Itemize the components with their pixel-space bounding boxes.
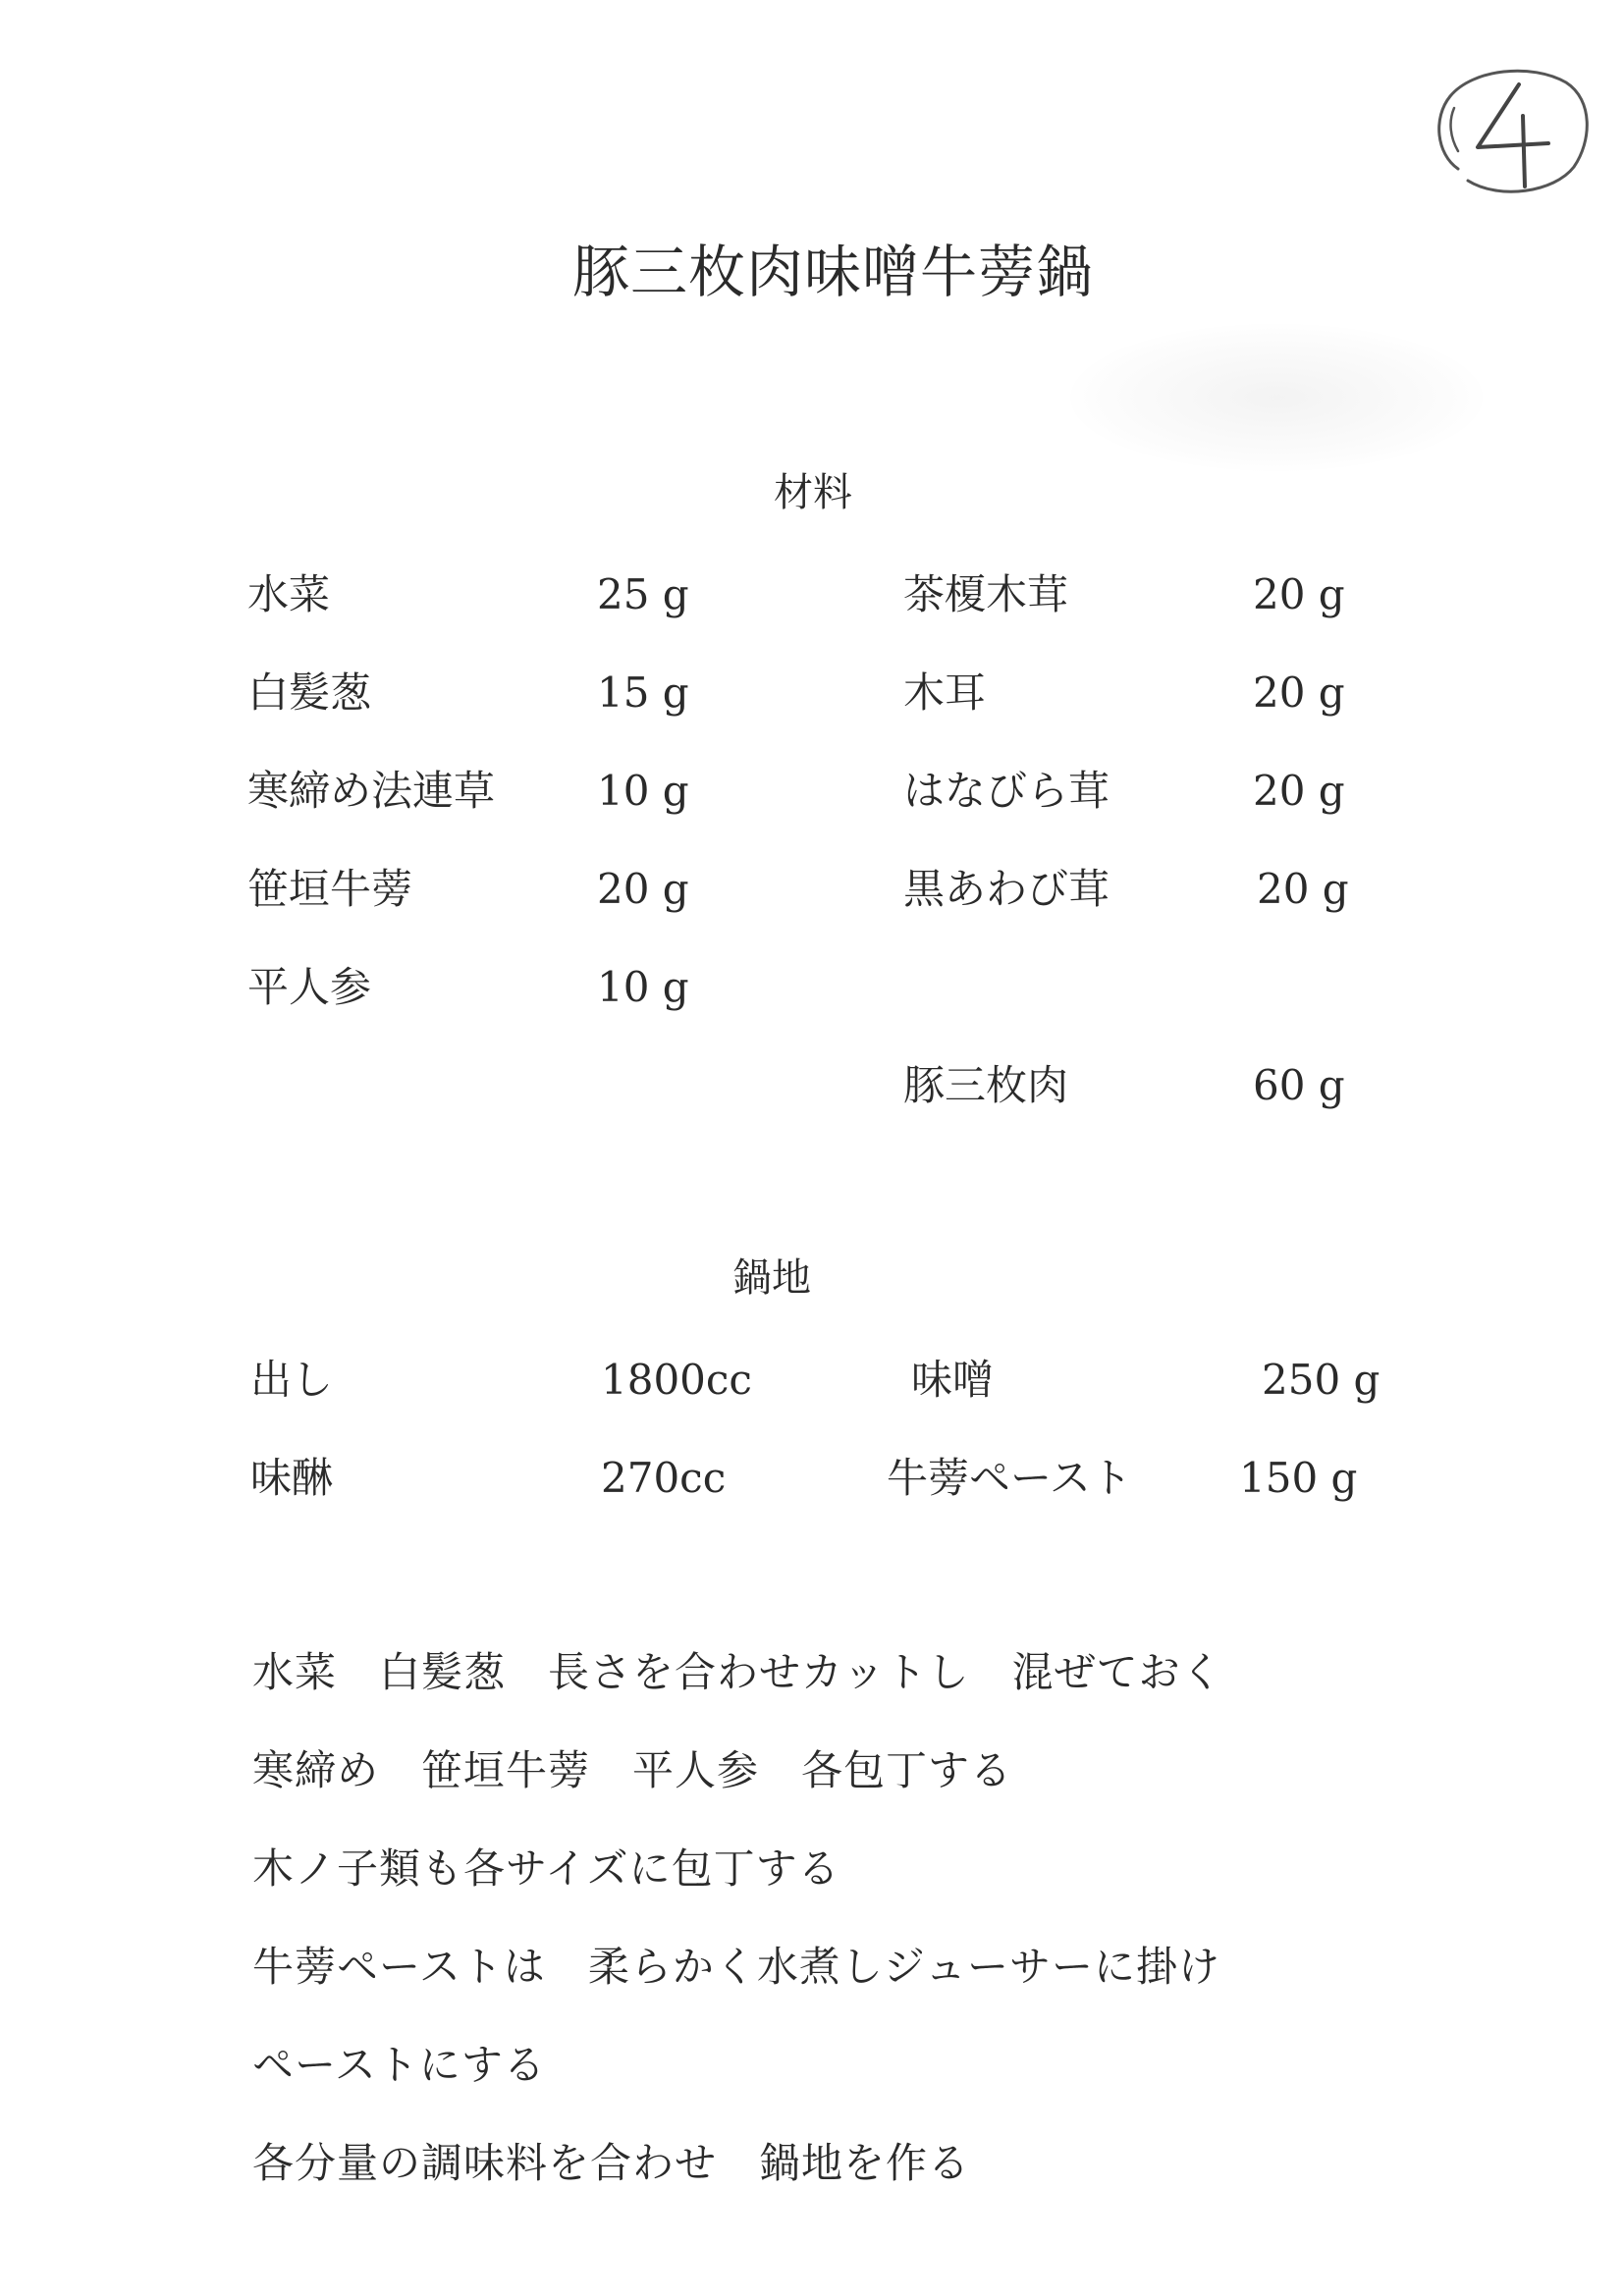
ingredient-amount: 10 g <box>597 963 689 1011</box>
broth-item-name: 牛蒡ペースト <box>887 1454 1132 1502</box>
ingredient-amount: 15 g <box>597 668 689 717</box>
ingredient-amount: 10 g <box>597 767 689 815</box>
ingredient-name: 木耳 <box>903 668 987 717</box>
ingredient-name: 平人参 <box>247 963 372 1011</box>
ingredient-name: 寒締め法連草 <box>247 767 496 815</box>
instruction-line: 牛蒡ペーストは 柔らかく水煮しジューサーに掛け <box>252 1943 1221 1991</box>
broth-item-name: 味醂 <box>250 1454 334 1502</box>
ingredient-name: 豚三枚肉 <box>903 1061 1069 1109</box>
scan-smudge <box>1070 324 1483 471</box>
ingredient-name: 茶榎木茸 <box>903 570 1069 618</box>
handwritten-page-number <box>1429 61 1594 198</box>
ingredient-name: はなびら茸 <box>903 767 1110 815</box>
instruction-line: 寒締め 笹垣牛蒡 平人参 各包丁する <box>252 1746 1013 1794</box>
ingredient-amount: 20 g <box>1253 668 1345 717</box>
ingredient-amount: 25 g <box>597 570 689 618</box>
ingredient-name: 水菜 <box>247 570 331 618</box>
broth-item-amount: 250 g <box>1262 1356 1380 1404</box>
instruction-line: ペーストにする <box>252 2041 546 2089</box>
broth-item-name: 出し <box>250 1356 334 1404</box>
ingredient-amount: 20 g <box>1253 570 1345 618</box>
ingredient-name: 白髪葱 <box>247 668 372 717</box>
broth-item-amount: 270cc <box>601 1454 727 1502</box>
broth-item-amount: 150 g <box>1239 1454 1358 1502</box>
broth-item-amount: 1800cc <box>601 1356 752 1404</box>
broth-heading: 鍋地 <box>732 1255 811 1301</box>
instruction-line: 各分量の調味料を合わせ 鍋地を作る <box>252 2139 971 2187</box>
ingredients-heading: 材料 <box>774 470 852 515</box>
ingredient-name: 黒あわび茸 <box>903 865 1110 913</box>
ingredient-amount: 20 g <box>1253 767 1345 815</box>
broth-item-name: 味噌 <box>911 1356 995 1404</box>
ingredient-amount: 60 g <box>1253 1061 1345 1109</box>
ingredient-name: 笹垣牛蒡 <box>247 865 413 913</box>
recipe-title: 豚三枚肉味噌牛蒡鍋 <box>572 239 1095 305</box>
ingredient-amount: 20 g <box>597 865 689 913</box>
instruction-line: 水菜 白髪葱 長さを合わせカットし 混ぜておく <box>252 1648 1223 1696</box>
ingredient-amount: 20 g <box>1257 865 1349 913</box>
instruction-line: 木ノ子類も各サイズに包丁する <box>252 1844 840 1893</box>
